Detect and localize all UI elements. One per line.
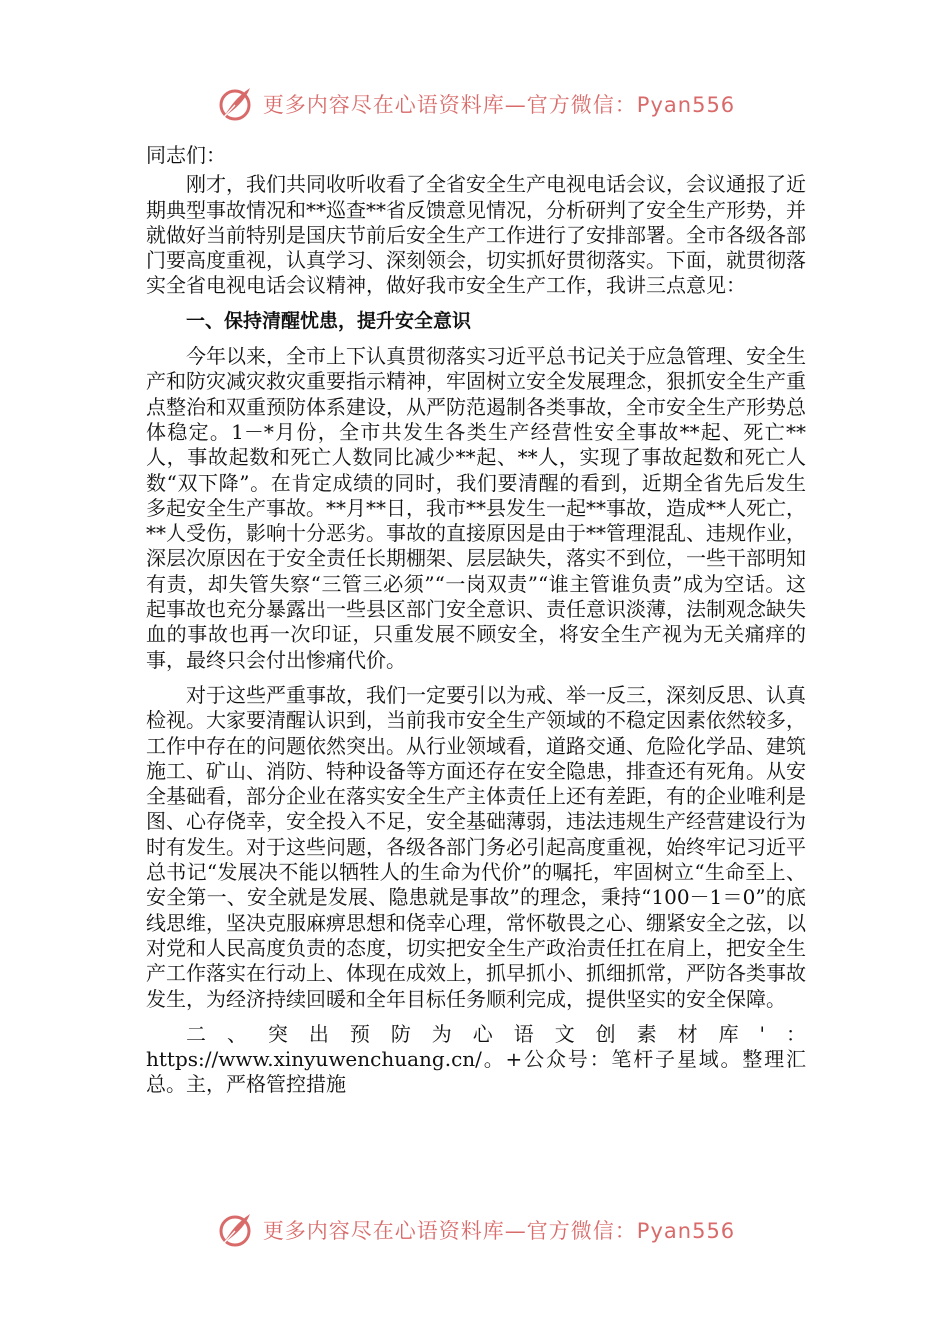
footer-watermark-banner (0, 1208, 950, 1252)
header-watermark-banner (0, 82, 950, 126)
intro-paragraph: 刚才，我们共同收听收看了全省安全生产电视电话会议，会议通报了近期典型事故情况和**巡查**省反馈意见情况，分析研判了安全生产形势，并就做好当前特别是国庆节前后安全生产工作进行了安排部署。全市各级各部门要高度重视，认真学习、深刻领会，切实抓好贯彻落实。下面，就贯彻落实全省电视电话会议精神，做好我市安全生产工作，我讲三点意见： (146, 172, 806, 298)
feather-pen-icon (215, 84, 255, 124)
banner-text: 更多内容尽在心语资料库—官方微信：Pyan556 (262, 1219, 736, 1243)
section-1-heading: 一、保持清醒忧患，提升安全意识 (186, 309, 472, 332)
document-body (146, 143, 806, 1098)
section-2-heading-line: 二、突出预防为心语文创素材库'：https://www.xinyuwenchuang.cn/。+公众号：笔杆子星域。整理汇总。主，严格管控措施 (146, 1021, 806, 1097)
section-1-paragraph-2: 对于这些严重事故，我们一定要引以为戒、举一反三，深刻反思、认真检视。大家要清醒认识到，当前我市安全生产领域的不稳定因素依然较多，工作中存在的问题依然突出。从行业领域看，道路交通、危险化学品、建筑施工、矿山、消防、特种设备等方面还存在安全隐患，排查还有死角。从安全基础看，部分企业在落实安全生产主体责任上还有差距，有的企业唯利是图、心存侥幸，安全投入不足，安全基础薄弱，违法违规生产经营建设行为时有发生。对于这些问题，各级各部门务必引起高度重视，始终牢记习近平总书记“发展决不能以牺牲人的生命为代价”的嘱托，牢固树立“生命至上、安全第一、安全就是发展、隐患就是事故”的理念，秉持“100－1＝0”的底线思维，坚决克服麻痹思想和侥幸心理，常怀敬畏之心、绷紧安全之弦，以对党和人民高度负责的态度，切实把安全生产政治责任扛在肩上，把安全生产工作落实在行动上、体现在成效上，抓早抓小、抓细抓常，严防各类事故发生，为经济持续回暖和全年目标任务顺利完成，提供坚实的安全保障。 (146, 682, 806, 1011)
banner-text: 更多内容尽在心语资料库—官方微信：Pyan556 (262, 93, 736, 117)
salutation: 同志们： (146, 143, 226, 167)
feather-pen-icon (215, 1210, 255, 1250)
section-1-paragraph-1: 今年以来，全市上下认真贯彻落实习近平总书记关于应急管理、安全生产和防灾减灾救灾重要指示精神，牢固树立安全发展理念，狠抓安全生产重点整治和双重预防体系建设，从严防范遏制各类事故，全市安全生产形势总体稳定。1－*月份，全市共发生各类生产经营性安全事故**起、死亡**人，事故起数和死亡人数同比减少**起、**人，实现了事故起数和死亡人数“双下降”。在肯定成绩的同时，我们要清醒的看到，近期全省先后发生多起安全生产事故。**月**日，我市**县发生一起**事故，造成**人死亡，**人受伤，影响十分恶劣。事故的直接原因是由于**管理混乱、违规作业，深层次原因在于安全责任长期棚架、层层缺失，落实不到位，一些干部明知有责，却失管失察“三管三必须”“一岗双责”“谁主管谁负责”成为空话。这起事故也充分暴露出一些县区部门安全意识、责任意识淡薄，法制观念缺失血的事故也再一次印证，只重发展不顾安全，将安全生产视为无关痛痒的事，最终只会付出惨痛代价。 (146, 344, 806, 672)
